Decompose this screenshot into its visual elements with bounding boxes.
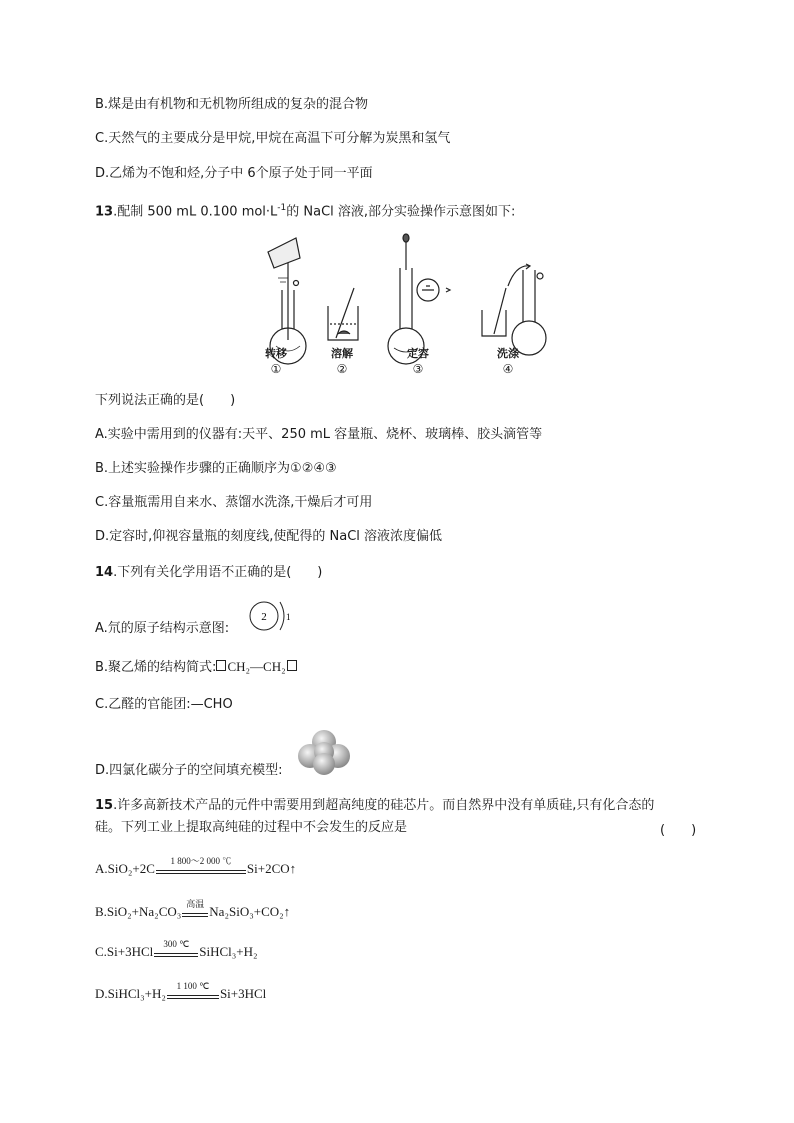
- q14-option-b-prefix: B.聚乙烯的结构简式:: [95, 660, 217, 675]
- figure-label-wash: 洗涤: [497, 347, 519, 360]
- q15-answer-paren: ( ): [660, 823, 697, 838]
- atomic-structure-diagram: [244, 596, 294, 636]
- q15-a-condition: 1 800～2 000 ℃: [170, 856, 232, 867]
- figure-number-4: ④: [502, 362, 514, 376]
- q13-option-a: A.实验中需用到的仪器有:天平、250 mL 容量瓶、烧杯、玻璃棒、胶头滴管等: [95, 427, 543, 442]
- q14-option-d: D.四氯化碳分子的空间填充模型:: [95, 763, 283, 778]
- q14-option-c: C.乙醛的官能团:—CHO: [95, 697, 233, 712]
- q15-option-d: [95, 981, 267, 1003]
- q15-b-right: Na₂SiO₃+CO₂↑: [209, 904, 291, 919]
- q15-d-right: Si+3HCl: [219, 986, 267, 1001]
- polyethylene-formula: CH₂—CH₂: [227, 659, 286, 674]
- figure-label-dissolve: 溶解: [331, 347, 353, 360]
- atom-electron-count: 1: [286, 612, 291, 622]
- bracket-left-icon: [216, 660, 226, 671]
- q15-d-condition: 1 100 ℃: [176, 981, 210, 992]
- figure-label-transfer: 转移: [265, 347, 287, 360]
- q15-number: 15: [95, 798, 114, 813]
- q15-c-reaction-arrow: [154, 939, 198, 957]
- q15-option-a: [95, 856, 297, 878]
- q13-stem-text: .配制 500 mL 0.100 mol·L: [113, 204, 278, 220]
- q15-b-reaction-arrow: [182, 899, 208, 917]
- q14-stem-text: .下列有关化学用语不正确的是( ): [113, 565, 323, 580]
- q15-a-right: Si+2CO↑: [246, 861, 297, 876]
- q13-option-c: C.容量瓶需用自来水、蒸馏水洗涤,干燥后才可用: [95, 495, 373, 510]
- bracket-right-icon: [287, 660, 297, 671]
- q12-option-b: B.煤是由有机物和无机物所组成的复杂的混合物: [95, 97, 369, 112]
- q15-stem-line1: [95, 797, 654, 815]
- q14-option-a: A.氘的原子结构示意图:: [95, 621, 230, 636]
- space-filling-model-image: [296, 728, 354, 776]
- q12-option-d: D.乙烯为不饱和烃,分子中 6个原子处于同一平面: [95, 166, 373, 181]
- atom-nucleus-label: 2: [261, 611, 267, 623]
- q15-option-c: [95, 939, 258, 961]
- q15-d-left: D.SiHCl₃+H₂: [95, 986, 166, 1001]
- figure-number-1: ①: [270, 362, 282, 376]
- q13-stem-sup: -1: [277, 203, 287, 213]
- q15-a-left: A.SiO₂+2C: [95, 861, 155, 876]
- q15-c-condition: 300 ℃: [163, 939, 190, 950]
- figure-number-3: ③: [412, 362, 424, 376]
- q15-stem-text1: .许多高新技术产品的元件中需要用到超高纯度的硅芯片。而自然界中没有单质硅,只有化合态的: [113, 798, 655, 813]
- q14-number: 14: [95, 565, 114, 580]
- q13-ask: 下列说法正确的是( ): [95, 393, 236, 408]
- q13-stem: [95, 199, 515, 221]
- q13-option-b: B.上述实验操作步骤的正确顺序为①②④③: [95, 461, 337, 476]
- q15-stem-line2: 硅。下列工业上提取高纯硅的过程中不会发生的反应是: [95, 820, 408, 835]
- q15-option-b: [95, 899, 291, 921]
- q15-c-left: C.Si+3HCl: [95, 944, 154, 959]
- figure-number-2: ②: [336, 362, 348, 376]
- q15-b-condition: 高温: [186, 899, 205, 910]
- q15-a-reaction-arrow: [156, 856, 246, 874]
- q14-option-b: [95, 658, 297, 677]
- q13-option-d: D.定容时,仰视容量瓶的刻度线,使配得的 NaCl 溶液浓度偏低: [95, 529, 443, 544]
- q14-stem: [95, 564, 322, 582]
- q13-stem-tail: 的 NaCl 溶液,部分实验操作示意图如下:: [286, 204, 516, 220]
- q12-option-c: C.天然气的主要成分是甲烷,甲烷在高温下可分解为炭黑和氢气: [95, 131, 451, 146]
- q15-b-left: B.SiO₂+Na₂CO₃: [95, 904, 182, 919]
- q15-c-right: SiHCl₃+H₂: [199, 944, 258, 959]
- q15-d-reaction-arrow: [167, 981, 219, 999]
- q13-number: 13: [95, 204, 114, 220]
- figure-label-constant-volume: 定容: [407, 347, 429, 360]
